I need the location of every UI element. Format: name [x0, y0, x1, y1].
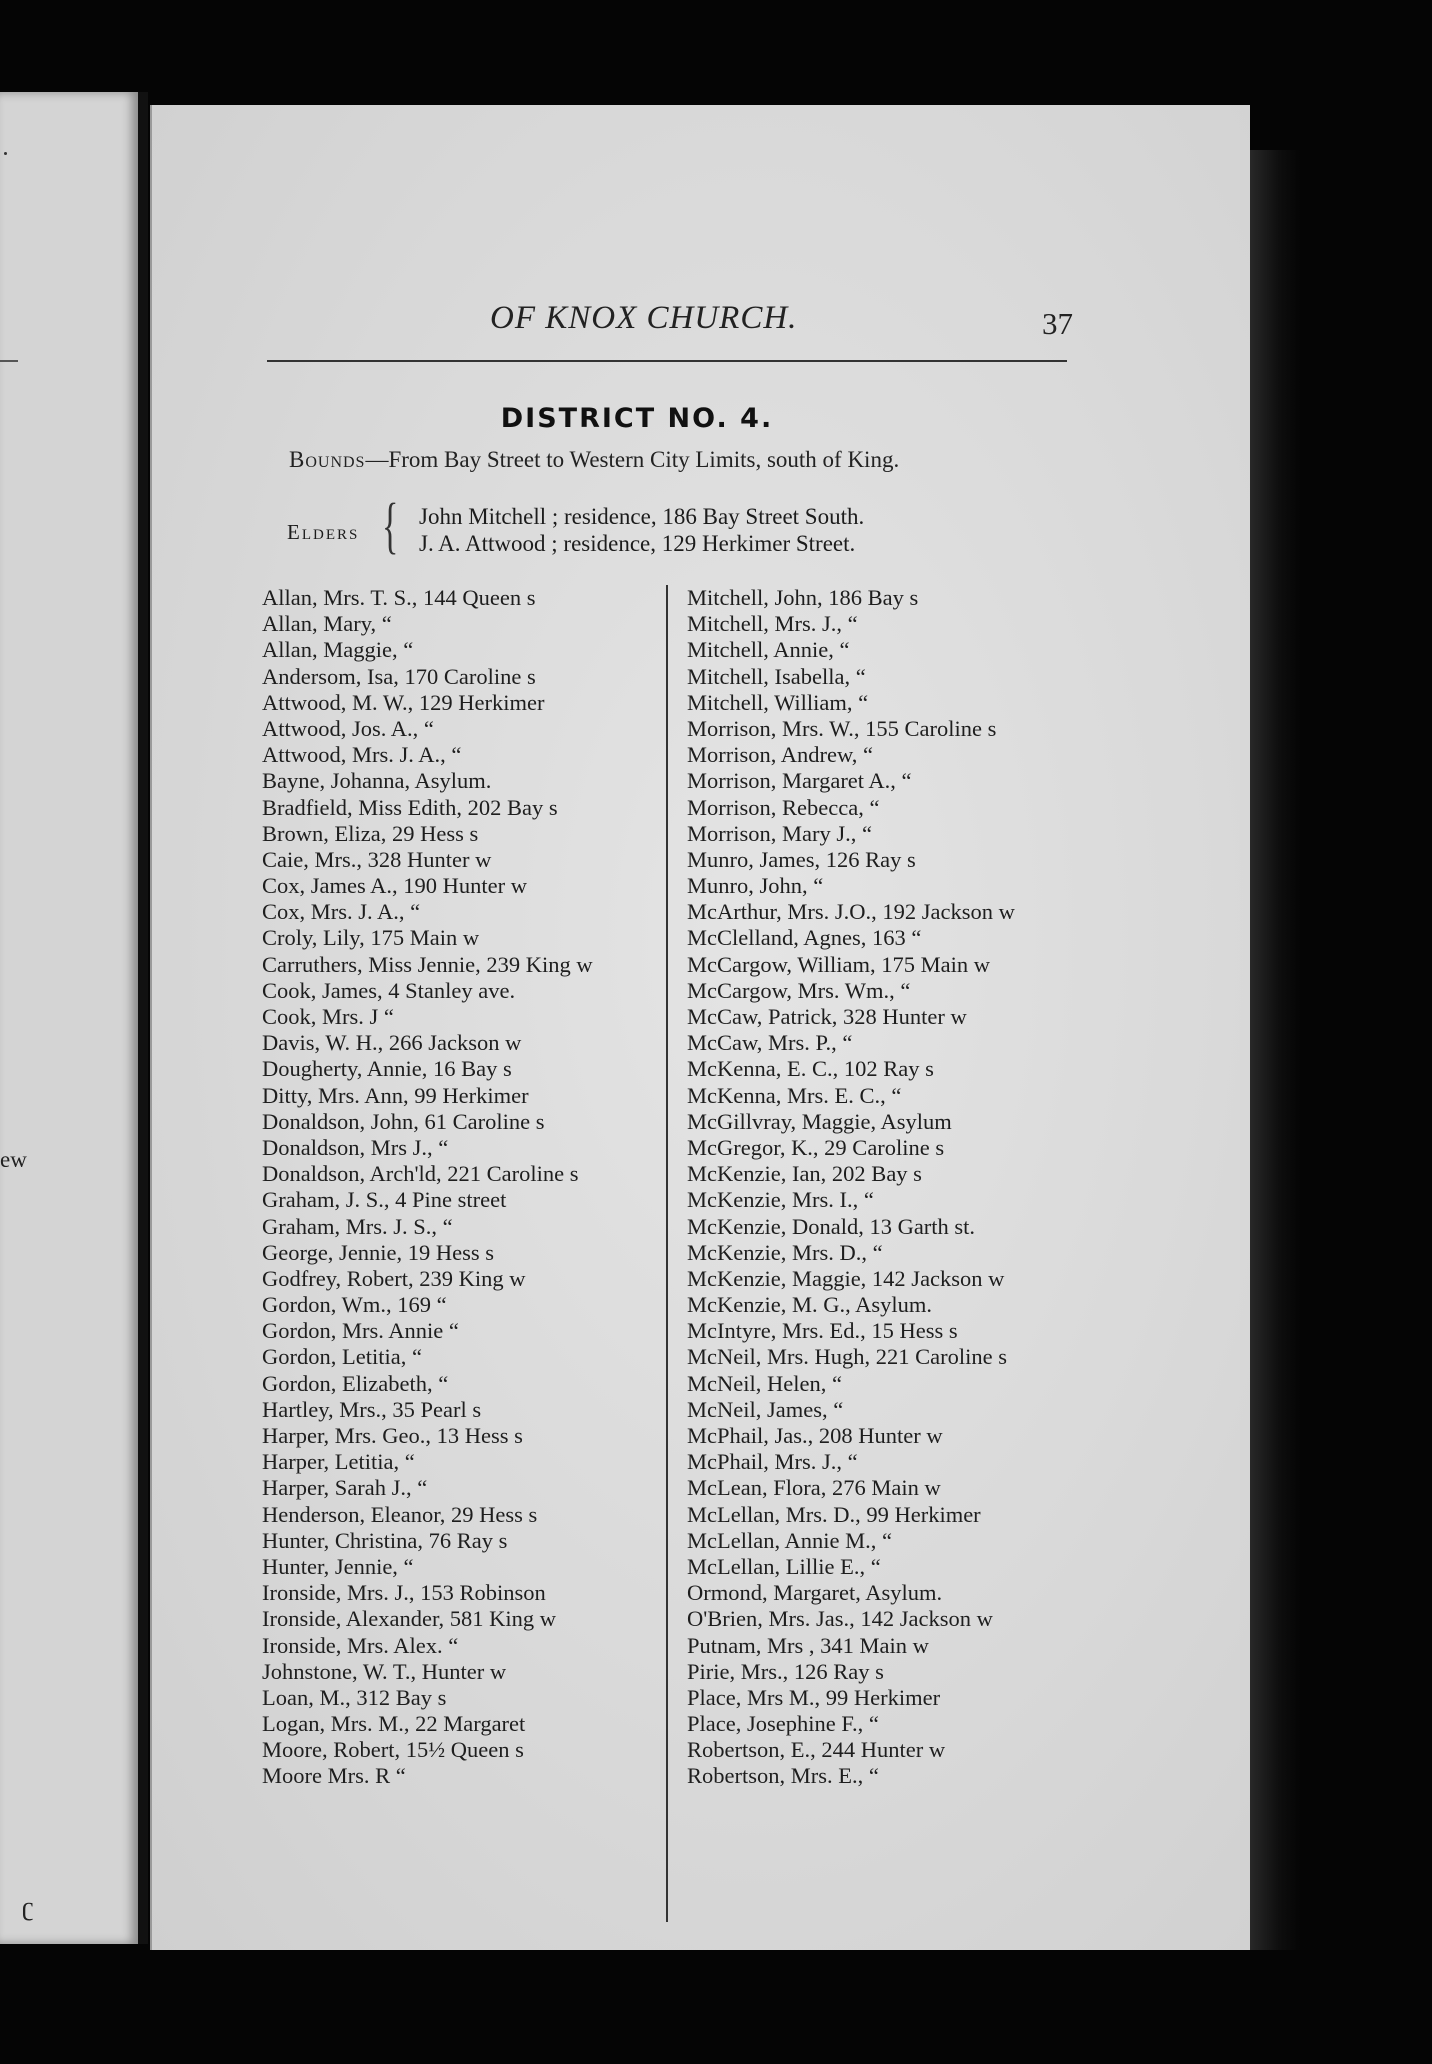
member-entry: Ironside, Mrs. Alex. “ — [262, 1632, 459, 1658]
member-entry: Croly, Lily, 175 Main w — [262, 925, 480, 951]
curly-brace-icon: { — [382, 492, 399, 560]
member-entry: McIntyre, Mrs. Ed., 15 Hess s — [687, 1318, 958, 1344]
member-entry: Mitchell, Mrs. J., “ — [687, 611, 858, 637]
member-entry: McNeil, James, “ — [687, 1396, 844, 1422]
member-entry: Harper, Sarah J., “ — [262, 1475, 428, 1501]
member-entry: Robertson, E., 244 Hunter w — [687, 1737, 946, 1763]
page-number: 37 — [1042, 306, 1073, 341]
member-entry: McCargow, Mrs. Wm., “ — [687, 977, 911, 1003]
member-entry: Hunter, Jennie, “ — [262, 1553, 414, 1579]
member-entry: Bradfield, Miss Edith, 202 Bay s — [262, 794, 558, 820]
member-entry: Mitchell, Annie, “ — [687, 637, 850, 663]
facing-page-fragment — [0, 92, 138, 1944]
facing-page-text-fragment: ew — [0, 1147, 27, 1172]
member-entry: Attwood, Mrs. J. A., “ — [262, 742, 462, 768]
page-header — [152, 300, 1250, 360]
member-entry: Munro, John, “ — [687, 873, 824, 899]
member-entry: Attwood, M. W., 129 Herkimer — [262, 689, 545, 715]
member-entry: Cox, Mrs. J. A., “ — [262, 899, 421, 925]
page-edge-shadow — [1248, 150, 1300, 1950]
member-entry: Gordon, Wm., 169 “ — [262, 1292, 447, 1318]
member-entry: McLellan, Mrs. D., 99 Herkimer — [687, 1501, 981, 1527]
members-list-left — [262, 585, 662, 1790]
member-entry: McNeil, Mrs. Hugh, 221 Caroline s — [687, 1344, 1007, 1370]
header-rule — [267, 360, 1067, 362]
member-entry: Place, Josephine F., “ — [687, 1711, 879, 1737]
member-entry: McKenna, Mrs. E. C., “ — [687, 1082, 902, 1108]
member-entry: McLellan, Annie M., “ — [687, 1527, 892, 1553]
member-entry: McKenzie, Mrs. I., “ — [687, 1187, 874, 1213]
member-entry: McCaw, Mrs. P., “ — [687, 1030, 853, 1056]
member-entry: Pirie, Mrs., 126 Ray s — [687, 1658, 884, 1684]
member-entry: Harper, Letitia, “ — [262, 1449, 415, 1475]
member-entry: Loan, M., 312 Bay s — [262, 1684, 447, 1710]
member-entry: Bayne, Johanna, Asylum. — [262, 768, 492, 794]
document-page — [150, 105, 1250, 1950]
column-divider — [666, 585, 668, 1922]
member-entry: McGregor, K., 29 Caroline s — [687, 1134, 945, 1160]
member-entry: Moore Mrs. R “ — [262, 1763, 406, 1789]
member-entry: Logan, Mrs. M., 22 Margaret — [262, 1711, 526, 1737]
member-entry: Davis, W. H., 266 Jackson w — [262, 1030, 522, 1056]
member-entry: Morrison, Mary J., “ — [687, 820, 872, 846]
member-entry: Cox, James A., 190 Hunter w — [262, 873, 527, 899]
member-entry: Johnstone, W. T., Hunter w — [262, 1658, 507, 1684]
member-entry: Cook, Mrs. J “ — [262, 1004, 394, 1029]
member-entry: Gordon, Mrs. Annie “ — [262, 1318, 459, 1344]
member-entry: McKenzie, M. G., Asylum. — [687, 1292, 932, 1318]
member-entry: McPhail, Mrs. J., “ — [687, 1449, 858, 1475]
member-entry: Godfrey, Robert, 239 King w — [262, 1265, 526, 1291]
member-entry: Morrison, Margaret A., “ — [687, 768, 912, 794]
member-entry: Morrison, Mrs. W., 155 Caroline s — [687, 715, 997, 741]
member-entry: Mitchell, Isabella, “ — [687, 663, 866, 689]
member-entry: O'Brien, Mrs. Jas., 142 Jackson w — [687, 1606, 993, 1632]
member-entry: Gordon, Elizabeth, “ — [262, 1370, 449, 1396]
member-entry: Hartley, Mrs., 35 Pearl s — [262, 1396, 482, 1422]
member-entry: McArthur, Mrs. J.O., 192 Jackson w — [687, 899, 1015, 925]
ink-speck — [4, 152, 7, 155]
member-entry: Morrison, Andrew, “ — [687, 742, 874, 768]
member-entry: Putnam, Mrs , 341 Main w — [687, 1632, 929, 1658]
member-entry: McNeil, Helen, “ — [687, 1370, 842, 1396]
member-entry: Allan, Mrs. T. S., 144 Queen s — [262, 585, 536, 610]
member-entry: Cook, James, 4 Stanley ave. — [262, 977, 516, 1003]
member-entry: McKenna, E. C., 102 Ray s — [687, 1056, 934, 1082]
bounds-text: —From Bay Street to Western City Limits, south of King. — [365, 447, 900, 472]
district-bounds — [289, 447, 899, 473]
member-entry: Brown, Eliza, 29 Hess s — [262, 820, 479, 846]
book-gutter — [138, 92, 148, 1944]
member-entry: Gordon, Letitia, “ — [262, 1344, 422, 1370]
member-entry: McLellan, Lillie E., “ — [687, 1553, 881, 1579]
elder-entry: J. A. Attwood ; residence, 129 Herkimer Street. — [419, 531, 856, 556]
member-entry: Ormond, Margaret, Asylum. — [687, 1580, 943, 1606]
member-entry: Donaldson, Mrs J., “ — [262, 1134, 449, 1160]
member-entry: Ironside, Mrs. J., 153 Robinson — [262, 1580, 546, 1606]
elders-block — [287, 492, 1087, 563]
member-entry: McKenzie, Donald, 13 Garth st. — [687, 1213, 976, 1239]
member-entry: McKenzie, Mrs. D., “ — [687, 1239, 883, 1265]
member-entry: Robertson, Mrs. E., “ — [687, 1763, 879, 1789]
member-entry: McGillvray, Maggie, Asylum — [687, 1108, 952, 1134]
member-entry: Caie, Mrs., 328 Hunter w — [262, 846, 492, 872]
ink-mark: ʗ — [22, 1892, 34, 1921]
member-entry: McCaw, Patrick, 328 Hunter w — [687, 1004, 967, 1029]
member-entry: Attwood, Jos. A., “ — [262, 715, 434, 741]
member-entry: Ditty, Mrs. Ann, 99 Herkimer — [262, 1082, 529, 1108]
member-entry: Harper, Mrs. Geo., 13 Hess s — [262, 1423, 523, 1448]
facing-page-rule — [0, 360, 18, 362]
members-list-right — [687, 585, 1107, 1790]
member-entry: Henderson, Eleanor, 29 Hess s — [262, 1501, 538, 1527]
member-entry: Andersom, Isa, 170 Caroline s — [262, 663, 536, 689]
member-entry: Graham, Mrs. J. S., “ — [262, 1213, 453, 1239]
member-entry: Moore, Robert, 15½ Queen s — [262, 1737, 524, 1763]
member-entry: Donaldson, John, 61 Caroline s — [262, 1108, 545, 1134]
member-entry: Hunter, Christina, 76 Ray s — [262, 1527, 508, 1553]
member-entry: Ironside, Alexander, 581 King w — [262, 1606, 557, 1632]
member-entry: Mitchell, William, “ — [687, 689, 869, 715]
member-entry: Allan, Maggie, “ — [262, 637, 414, 663]
member-entry: McKenzie, Maggie, 142 Jackson w — [687, 1265, 1005, 1291]
member-entry: Mitchell, John, 186 Bay s — [687, 585, 919, 610]
elder-entry: John Mitchell ; residence, 186 Bay Street South. — [419, 504, 865, 529]
member-entry: Donaldson, Arch'ld, 221 Caroline s — [262, 1161, 579, 1187]
elders-label: Elders — [287, 520, 360, 544]
member-entry: Morrison, Rebecca, “ — [687, 794, 880, 820]
member-entry: McClelland, Agnes, 163 “ — [687, 925, 922, 951]
member-entry: Munro, James, 126 Ray s — [687, 846, 916, 872]
member-entry: McCargow, William, 175 Main w — [687, 951, 991, 977]
member-entry: McKenzie, Ian, 202 Bay s — [687, 1161, 922, 1187]
member-entry: George, Jennie, 19 Hess s — [262, 1239, 495, 1265]
member-entry: Graham, J. S., 4 Pine street — [262, 1187, 507, 1213]
elders-list — [419, 503, 864, 557]
member-entry: Allan, Mary, “ — [262, 611, 392, 637]
member-entry: McPhail, Jas., 208 Hunter w — [687, 1423, 943, 1448]
member-entry: Carruthers, Miss Jennie, 239 King w — [262, 951, 593, 977]
member-entry: McLean, Flora, 276 Main w — [687, 1475, 941, 1501]
member-entry: Place, Mrs M., 99 Herkimer — [687, 1684, 941, 1710]
running-head: OF KNOX CHURCH. — [490, 300, 798, 336]
member-entry: Dougherty, Annie, 16 Bay s — [262, 1056, 512, 1082]
bounds-label: Bounds — [289, 447, 366, 472]
district-title: DISTRICT NO. 4. — [500, 403, 774, 434]
